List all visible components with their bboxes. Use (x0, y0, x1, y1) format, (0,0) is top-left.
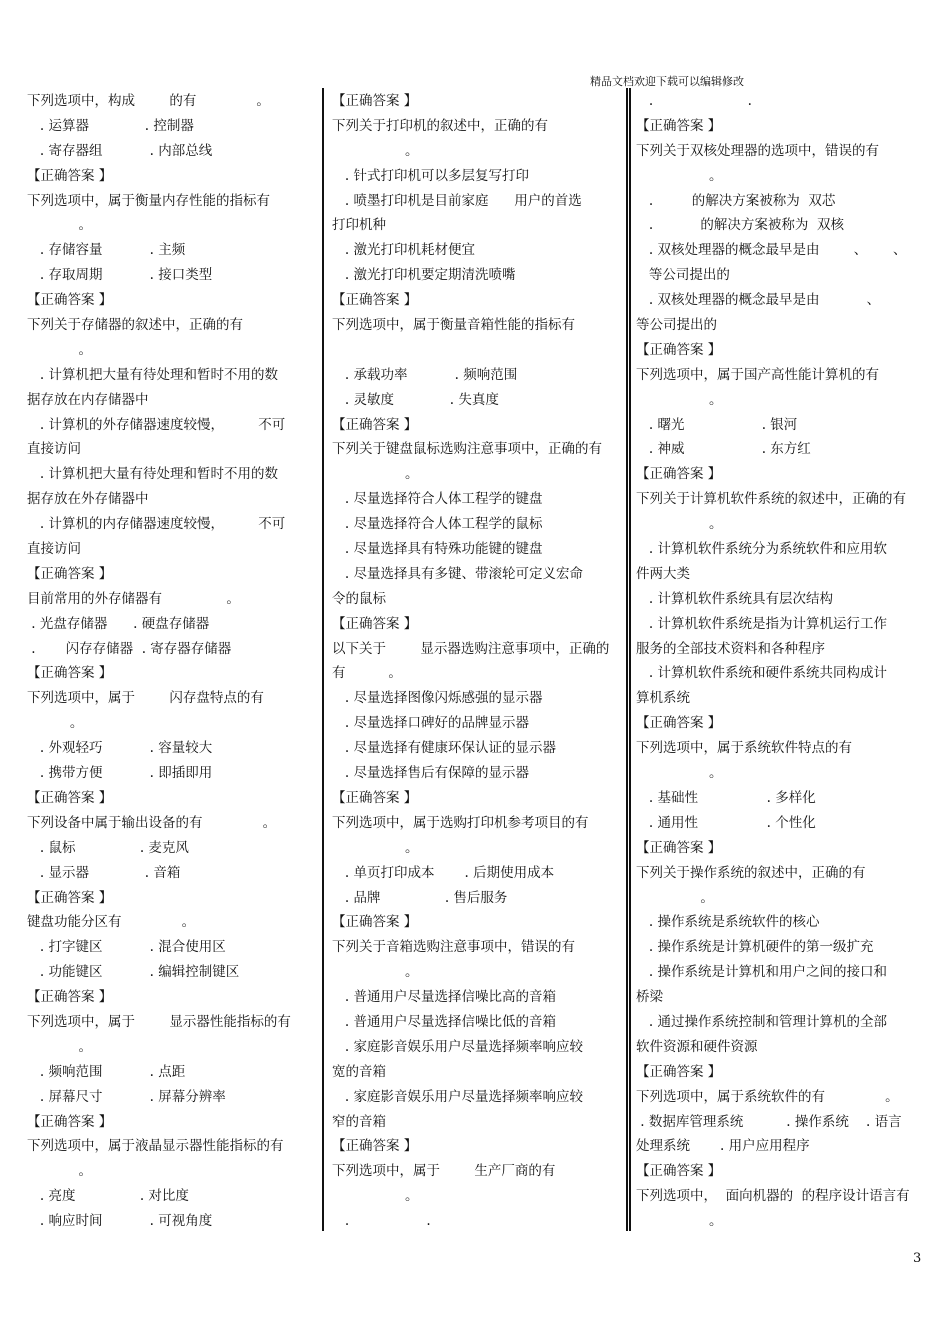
text-line: 据存放在内存储器中 (27, 391, 149, 408)
text-line: . 曙光 . 银河 (636, 416, 798, 433)
text-line: . 品牌 . 售后服务 (332, 889, 508, 906)
text-line: 【正确答案 】 (332, 416, 418, 433)
text-line: . 计算机软件系统是指为计算机运行工作 (636, 615, 887, 632)
text-line: 【正确答案 】 (636, 341, 722, 358)
text-line: 据存放在外存储器中 (27, 491, 149, 508)
text-column-2 (332, 89, 619, 1234)
text-line (332, 338, 619, 363)
text-line: . 操作系统是系统软件的核心 (636, 914, 820, 931)
text-line: 宽的音箱 (332, 1063, 386, 1080)
text-line: 下列关于打印机的叙述中，正确的有 (332, 117, 548, 134)
text-line: 【正确答案 】 (27, 292, 113, 309)
column-divider (322, 88, 324, 1231)
text-line: . 寄存器组 . 内部总线 (27, 142, 213, 159)
text-line: 。 (27, 715, 84, 732)
text-line: 【正确答案 】 (636, 715, 722, 732)
page-number: 3 (913, 1251, 922, 1266)
text-line: 直接访问 (27, 541, 81, 558)
text-line: 下列关于存储器的叙述中，正确的有 (27, 317, 243, 334)
text-line: 下列选项中，属于系统软件特点的有 (636, 740, 852, 757)
text-line: 【正确答案 】 (332, 1138, 418, 1155)
text-line: . 携带方便 . 即插即用 (27, 765, 213, 782)
text-line: 【正确答案 】 (27, 565, 113, 582)
text-line: . 激光打印机耗材便宜 (332, 242, 475, 259)
text-line: 下列选项中，属于 闪存盘特点的有 (27, 690, 264, 707)
text-line: . 亮度 . 对比度 (27, 1188, 189, 1205)
text-line: 【正确答案 】 (636, 839, 722, 856)
text-line: 。 (27, 1163, 92, 1180)
text-line: 等公司提出的 (636, 267, 730, 284)
column-divider (626, 88, 628, 1231)
text-line: . 的解决方案被称为 双核 (636, 217, 844, 234)
text-line: . 闪存存储器 . 寄存器存储器 (27, 640, 232, 657)
text-line: 【正确答案 】 (332, 789, 418, 806)
text-line: 。 (636, 167, 723, 184)
text-line: . 尽量选择图像闪烁感强的显示器 (332, 690, 543, 707)
text-line: . 计算机把大量有待处理和暂时不用的数 (27, 466, 278, 483)
text-line: . 计算机软件系统分为系统软件和应用软 (636, 541, 887, 558)
text-line: 键盘功能分区有 。 (27, 914, 196, 931)
text-line: . 承载功率 . 频响范围 (332, 366, 518, 383)
text-line: . 运算器 . 控制器 (27, 117, 194, 134)
text-line: 。 (27, 217, 92, 234)
text-line: 【正确答案 】 (332, 615, 418, 632)
text-line: . 操作系统是计算机和用户之间的接口和 (636, 964, 887, 981)
text-line: 下列选项中，属于衡量内存性能的指标有 (27, 192, 270, 209)
text-line: 【正确答案 】 (636, 1163, 722, 1180)
text-line: . 数据库管理系统 . 操作系统 . 语言 (636, 1113, 902, 1130)
text-line: . 计算机把大量有待处理和暂时不用的数 (27, 366, 278, 383)
text-line: 【正确答案 】 (27, 989, 113, 1006)
text-line: 下列关于音箱选购注意事项中，错误的有 (332, 939, 575, 956)
text-line: . 针式打印机可以多层复写打印 (332, 167, 529, 184)
text-line: . 鼠标 . 麦克风 (27, 839, 189, 856)
text-line: 下列选项中，属于 显示器性能指标的有 (27, 1013, 291, 1030)
text-line: 下列选项中， 面向机器的 的程序设计语言有 (636, 1188, 910, 1205)
text-line: . 双核处理器的概念最早是由 、 、 (636, 242, 907, 259)
text-line: . 通用性 . 个性化 (636, 814, 816, 831)
text-line: 件两大类 (636, 565, 690, 582)
text-line: 。 (27, 1038, 92, 1055)
text-line: 下列关于计算机软件系统的叙述中，正确的有 (636, 491, 906, 508)
text-line: . . (332, 1213, 431, 1230)
text-line: . 存取周期 . 接口类型 (27, 267, 213, 284)
text-line: 下列选项中，构成 的有 。 (27, 93, 270, 109)
text-line: . 激光打印机要定期清洗喷嘴 (332, 267, 516, 284)
text-line: 。 (332, 466, 419, 483)
text-line: 下列选项中，属于系统软件的有 。 (636, 1088, 899, 1105)
text-line: 【正确答案 】 (332, 914, 418, 931)
text-line: . . (636, 93, 752, 109)
text-line: . 计算机软件系统和硬件系统共同构成计 (636, 665, 887, 682)
text-line: 。 (27, 341, 92, 358)
text-line: . 普通用户尽量选择信噪比高的音箱 (332, 989, 556, 1006)
text-line: 桥梁 (636, 989, 663, 1006)
text-line: 以下关于 显示器选购注意事项中，正确的 (332, 640, 610, 657)
text-line: 【正确答案 】 (27, 789, 113, 806)
text-line: . 双核处理器的概念最早是由 、 (636, 292, 881, 309)
text-line: . 计算机的外存储器速度较慢， 不可 (27, 416, 286, 433)
text-line: 令的鼠标 (332, 590, 386, 607)
text-line: . 操作系统是计算机硬件的第一级扩充 (636, 939, 874, 956)
text-line: 下列选项中，属于国产高性能计算机的有 (636, 366, 879, 383)
text-line: . 单页打印成本 . 后期使用成本 (332, 864, 555, 881)
text-line: 下列设备中属于输出设备的有 。 (27, 814, 277, 831)
text-line: . 基础性 . 多样化 (636, 789, 816, 806)
text-line: 【正确答案 】 (332, 292, 418, 309)
text-line: 下列关于操作系统的叙述中，正确的有 (636, 864, 866, 881)
text-line: 算机系统 (636, 690, 690, 707)
text-line: . 尽量选择售后有保障的显示器 (332, 765, 529, 782)
text-column-3 (636, 89, 924, 1234)
text-line: 【正确答案 】 (27, 665, 113, 682)
text-line: 【正确答案 】 (27, 167, 113, 184)
text-line: 软件资源和硬件资源 (636, 1038, 758, 1055)
text-line: 。 (636, 889, 714, 906)
text-line: . 显示器 . 音箱 (27, 864, 181, 881)
text-line: 【正确答案 】 (636, 117, 722, 134)
text-line: 。 (332, 964, 419, 981)
text-line: 下列选项中，属于选购打印机参考项目的有 (332, 814, 589, 831)
text-line: 下列选项中，属于 生产厂商的有 (332, 1163, 556, 1180)
text-column-1 (27, 89, 315, 1234)
page-header: 精品文档欢迎下载可以编辑修改 (590, 75, 744, 88)
text-line: . 存储容量 . 主频 (27, 242, 186, 259)
text-line: . 尽量选择符合人体工程学的键盘 (332, 491, 543, 508)
text-line: 等公司提出的 (636, 317, 717, 334)
text-line: 【正确答案 】 (332, 93, 418, 109)
text-line: 【正确答案 】 (636, 466, 722, 483)
column-divider (629, 88, 631, 1231)
text-line: . 打字键区 . 混合使用区 (27, 939, 226, 956)
text-line: . 家庭影音娱乐用户尽量选择频率响应较 (332, 1088, 583, 1105)
text-line: 。 (332, 1188, 419, 1205)
text-line: 下列选项中，属于液晶显示器性能指标的有 (27, 1138, 284, 1155)
text-line: . 尽量选择具有特殊功能键的键盘 (332, 541, 543, 558)
text-line: . 尽量选择有健康环保认证的显示器 (332, 740, 556, 757)
text-line: . 家庭影音娱乐用户尽量选择频率响应较 (332, 1038, 583, 1055)
text-line: 处理系统 . 用户应用程序 (636, 1138, 810, 1155)
text-line: 服务的全部技术资料和各种程序 (636, 640, 825, 657)
text-line: 【正确答案 】 (27, 889, 113, 906)
text-line: . 计算机软件系统具有层次结构 (636, 590, 833, 607)
text-line: . 外观轻巧 . 容量较大 (27, 740, 213, 757)
text-line: 下列关于双核处理器的选项中，错误的有 (636, 142, 879, 159)
text-line: . 计算机的内存储器速度较慢， 不可 (27, 516, 286, 533)
text-line: . 喷墨打印机是目前家庭 用户的首选 (332, 192, 582, 209)
text-line: 。 (636, 765, 723, 782)
text-line: . 普通用户尽量选择信噪比低的音箱 (332, 1013, 556, 1030)
text-line: . 尽量选择符合人体工程学的鼠标 (332, 516, 543, 533)
text-line: 目前常用的外存储器有 。 (27, 590, 240, 607)
text-line: . 频响范围 . 点距 (27, 1063, 186, 1080)
text-line: 窄的音箱 (332, 1113, 386, 1130)
text-line: . 响应时间 . 可视角度 (27, 1213, 213, 1230)
text-line: . 光盘存储器 . 硬盘存储器 (27, 615, 210, 632)
text-line: . 尽量选择口碑好的品牌显示器 (332, 715, 529, 732)
text-line: 。 (332, 142, 419, 159)
text-line: 打印机种 (332, 217, 386, 234)
text-line: . 通过操作系统控制和管理计算机的全部 (636, 1013, 887, 1030)
text-line: 直接访问 (27, 441, 81, 458)
text-line: 有 。 (332, 665, 402, 682)
text-line: 。 (636, 1213, 723, 1230)
text-line: . 屏幕尺寸 . 屏幕分辨率 (27, 1088, 226, 1105)
text-line: 。 (636, 516, 723, 533)
text-line: . 功能键区 . 编辑控制键区 (27, 964, 240, 981)
text-line: . 的解决方案被称为 双芯 (636, 192, 836, 209)
text-line: . 灵敏度 . 失真度 (332, 391, 499, 408)
text-line: . 神威 . 东方红 (636, 441, 811, 458)
text-line: . 尽量选择具有多键、带滚轮可定义宏命 (332, 565, 583, 582)
text-line: 【正确答案 】 (27, 1113, 113, 1130)
text-line: 。 (636, 391, 723, 408)
text-line: 下列关于键盘鼠标选购注意事项中，正确的有 (332, 441, 602, 458)
text-line: 。 (332, 839, 419, 856)
text-line: 下列选项中，属于衡量音箱性能的指标有 (332, 317, 575, 334)
text-line: 【正确答案 】 (636, 1063, 722, 1080)
